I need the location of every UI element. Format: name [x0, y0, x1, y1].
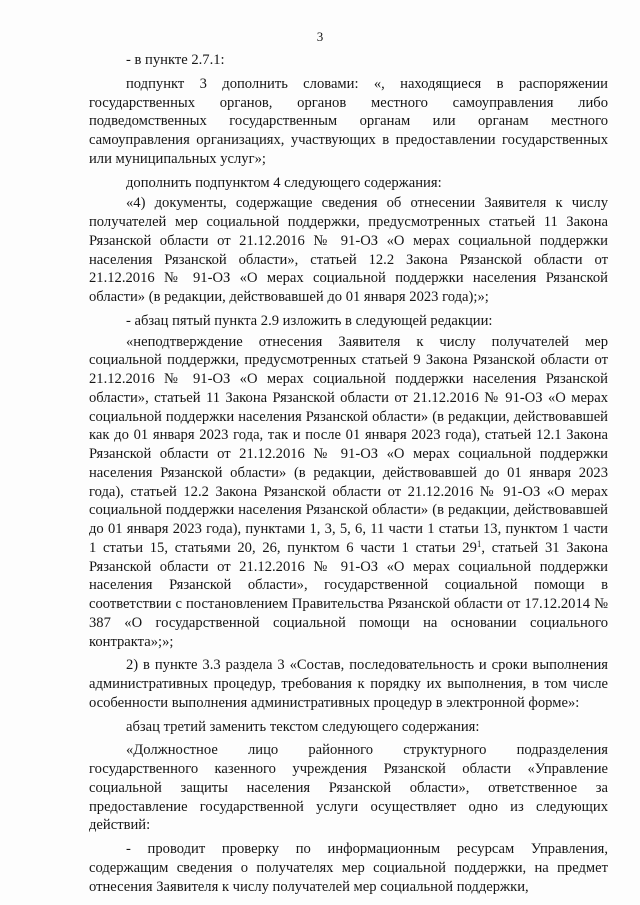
- paragraph-item-2-9: - абзац пятый пункта 2.9 изложить в следующей редакции:: [126, 312, 493, 329]
- paragraph-item-2-7-1: - в пункте 2.7.1:: [126, 52, 225, 68]
- paragraph-subpoint-3-addition: подпункт 3 дополнить словами: «, находящиеся в распоряжении государственных органов, органов местного самоуправления либо подведомственных государственным органам или органам местного самоуправления организациях, участвующих в предоставлении государственных или муниципальных услуг»;: [89, 75, 608, 167]
- paragraph-verification: - проводит проверку по информационным ресурсам Управления, содержащим сведения о получателях мер социальной поддержки, на предмет отнесения Заявителя к числу получателей мер социальной поддержки,: [89, 841, 608, 895]
- paragraph-replace-third: абзац третий заменить текстом следующего содержания:: [126, 718, 480, 735]
- paragraph-item-2-9-text-tail: , статьей 31 Закона Рязанской области от 21.12.2016 № 91-ОЗ «О мерах социальной поддержки населения Рязанской области», государственной социальной помощи в соответствии с постановлением Правительства Рязанской области от 17.12.2014 № 387 «О государственной социальной помощи на основании социального контракта»;»;: [89, 539, 608, 650]
- paragraph-item-2-9-text: [89, 333, 608, 652]
- paragraph-item-2-9-text-part: «неподтверждение отнесения Заявителя к числу получателей мер социальной поддержки, предусмотренных статьей 9 Закона Рязанской области от 21.12.2016 № 91-ОЗ «О мерах социальной поддержки населения Рязанской области», статьей 11 Закона Рязанской области от 21.12.2016 № 91-ОЗ «О мерах социальной поддержки населения Рязанской области» (в редакции, действовавшей как до 01 января 2023 года, так и после 01 января 2023 года), статьей 12.1 Закона Рязанской области от 21.12.2016 № 91-ОЗ «О мерах социальной поддержки населения Рязанской области» (в редакции, действовавшей до 01 января 2023 года), статьей 12.2 Закона Рязанской области от 21.12.2016 № 91-ОЗ «О мерах социальной поддержки населения Рязанской области» (в редакции, действовавшей до 01 января 2023 года), пунктами 1, 3, 5, 6, 11 части 1 статьи 13, пунктом 1 части 1 статьи 15, статьями 20, 26, пунктом 6 части 1 статьи 29: [89, 333, 608, 556]
- superscript-marker: 1: [476, 538, 482, 549]
- paragraph-official-actions: «Должностное лицо районного структурного подразделения государственного казенного учреждения Рязанской области «Управление социальной защиты населения Рязанской области», ответственное за предоставление государственной услуги осуществляет одно из следующих действий:: [89, 742, 608, 834]
- paragraph-item-3-3: 2) в пункте 3.3 раздела 3 «Состав, последовательность и сроки выполнения административных процедур, требования к порядку их выполнения, в том числе особенности выполнения административных процедур в электронной форме»:: [89, 657, 608, 711]
- page-number: 3: [316, 29, 324, 44]
- paragraph-add-subpoint-4: дополнить подпунктом 4 следующего содержания:: [126, 174, 442, 191]
- document-body: [89, 51, 608, 898]
- paragraph-subpoint-4-text: «4) документы, содержащие сведения об отнесении Заявителя к числу получателей мер социальной поддержки, предусмотренных статьей 11 Закона Рязанской области от 21.12.2016 № 91-ОЗ «О мерах социальной поддержки населения Рязанской области», статьей 12.2 Закона Рязанской области от 21.12.2016 № 91-ОЗ «О мерах социальной поддержки населения Рязанской области» (в редакции, действовавшей до 01 января 2023 года);»;: [89, 195, 608, 305]
